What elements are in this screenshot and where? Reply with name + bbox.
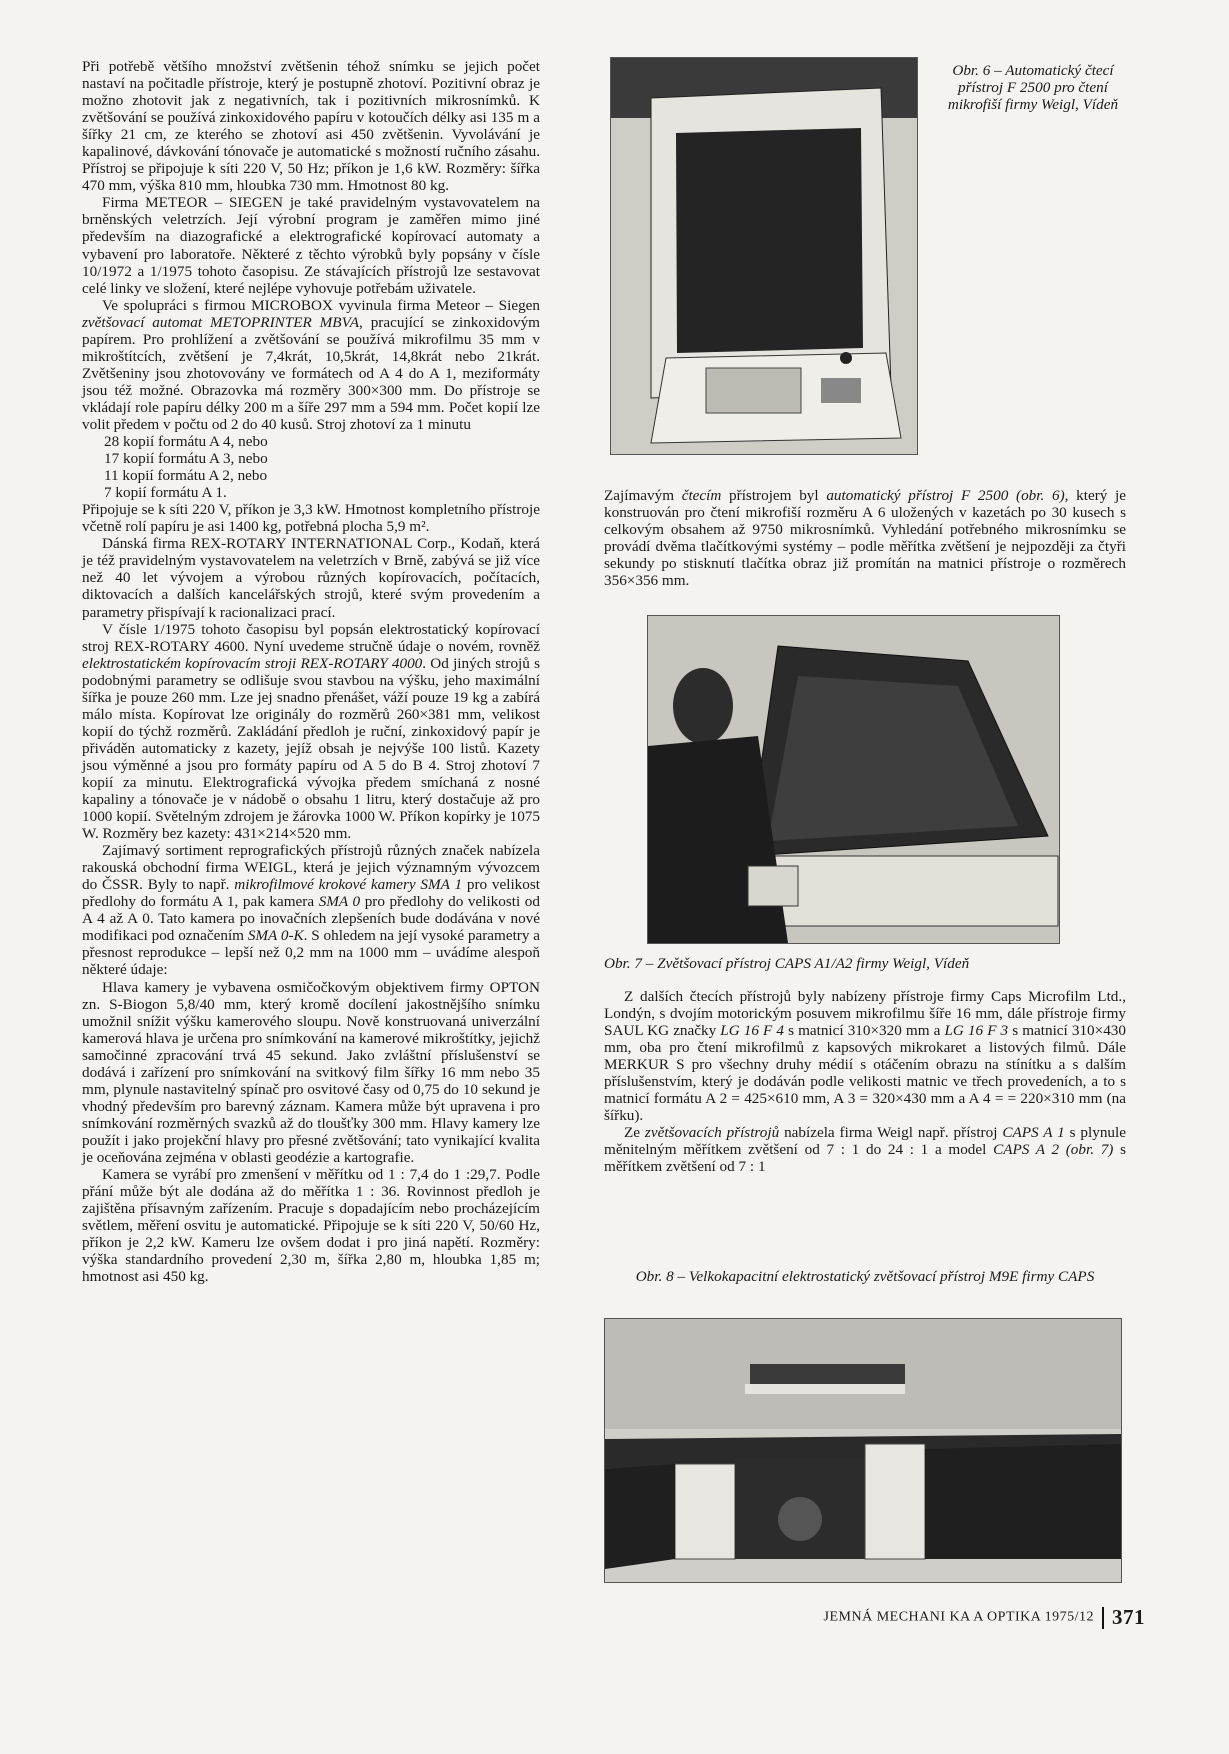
caption-obr8: Obr. 8 – Velkokapacitní elektrostatický zvětšovací přístroj M9E firmy CAPS [635, 1268, 1095, 1285]
right-text-1 [604, 487, 1126, 589]
paragraph: Firma METEOR – SIEGEN je také pravidelným vystavovatelem na brněnských veletrzích. Její výrobní program je zaměřen mimo jiné především na diazografické a elektrografické kopírovací automaty a vybavení pro laboratoře. Některé z těchto výrobků byly popsány v čísle 10/1972 a 1/1975 tohoto časopisu. Ze stávajících přístrojů lze sestavovat celé linky ve složení, které nejlépe vyhovuje potřebám uživatele. [82, 194, 540, 297]
photo-caps-a1-a2 [647, 615, 1060, 944]
footer-divider [1102, 1607, 1104, 1629]
list-item: 17 kopií formátu A 3, nebo [104, 450, 268, 468]
paragraph: Zajímavým čtecím přístrojem byl automatický přístroj F 2500 (obr. 6), který je konstruován pro čtení mikrofiší rozměru A 6 uložených v kazetách po 30 kusech s celkovým obsahem až 9750 mikrosnímků. Vyhledání potřebného mikrosnímku se provádí dvěma tlačítkovými systémy – podle měřítka zvětšení je nejpozději za čtyři sekundy po stisknutí tlačítka obraz již promítán na matnici přístroje o rozměrech 356×356 mm. [604, 487, 1127, 590]
journal-title: JEMNÁ MECHANI KA A OPTIKA 1975/12 [823, 1609, 1094, 1625]
caption-obr7: Obr. 7 – Zvětšovací přístroj CAPS A1/A2 firmy Weigl, Vídeň [604, 955, 970, 972]
photo-caps-m9e [604, 1318, 1122, 1583]
paragraph: Připojuje se k síti 220 V, příkon je 3,3 kW. Hmotnost kompletního přístroje včetně rolí papíru je asi 1400 kg, potřebná plocha 5,9 m². [82, 501, 540, 536]
copies-list [82, 433, 540, 501]
paragraph: Ve spolupráci s firmou MICROBOX vyvinula firma Meteor – Siegen zvětšovací automat METOPRINTER MBVA, pracující se zinkoxidovým papírem. Pro prohlížení a zvětšování se používá mikrofilmu 35 mm v mikroštítcích, zvětšení je 7,4krát, 10,5krát, 14,8krát nebo 21krát. Zvětšeniny jsou zhotovovány ve formátech od A 4 do A 1, meziformáty jsou též možné. Obrazovka má rozměry 300×300 mm. Do přístroje se vkládají role papíru délky 200 m a šíře 297 mm a 594 mm. Počet kopií lze volit předem v počtu od 2 do 40 kusů. Stroj zhotoví za 1 minutu [82, 296, 540, 433]
paragraph: Ze zvětšovacích přístrojů nabízela firma Weigl např. přístroj CAPS A 1 s plynule měnitelným měřítkem zvětšení od 7 : 1 do 24 : 1 a model CAPS A 2 (obr. 7) s měřítkem zvětšení od 7 : 1 [604, 1124, 1126, 1176]
paragraph: Zajímavý sortiment reprografických přístrojů různých značek nabízela rakouská obchodní firma WEIGL, která je jejich významným vývozcem do ČSSR. Byly to např. mikrofilmové krokové kamery SMA 1 pro velikost předlohy do formátu A 1, pak kamera SMA 0 pro předlohy do velikosti od A 4 až A 0. Tato kamera po inovačních zlepšeních bude dodávána v nové modifikaci pod označením SMA 0-K. S ohledem na její vysoké parametry a přesnost reprodukce – lepší než 0,2 mm na 1000 mm – uvádíme alespoň některé údaje: [82, 842, 540, 979]
paragraph: Hlava kamery je vybavena osmičočkovým objektivem firmy OPTON zn. S-Biogon 5,8/40 mm, který kromě docílení jakostnějšího snímku umožnil snížit výšku kamerového sloupu. Nově konstruovaná univerzální kamerová hlava je určena pro snímkování na kamerové mikroštítky, jejichž samočinné zpracování trvá 45 sekund. Jako zvláštní příslušenství se dodává i zařízení pro snímkování na svitkový film šířky 16 mm nebo 35 mm, plynule nastavitelný spínač pro osvitové časy od 0,75 do 10 sekund je vhodný především pro barevný záznam. Kamera může být upravena i pro snímkování rozměrných svazků až do tloušťky 300 mm. Hlavy kamery lze použít i jako projekční hlavy pro přesné zvětšování; tato vynikající kvalita je oceňována zejména v oblasti geodézie a kartografie. [82, 978, 540, 1166]
caption-obr6: Obr. 6 – Automatický čtecí přístroj F 2500 pro čtení mikrofiší firmy Weigl, Vídeň [947, 62, 1119, 113]
right-text-2 [604, 988, 1126, 1176]
list-item: 7 kopií formátu A 1. [104, 484, 227, 502]
paragraph: Při potřebě většího množství zvětšenin téhož snímku se jejich počet nastaví na počitadle přístroje, který je postupně zhotoví. Pozitivní obraz je možno zhotovit jak z negativních, tak i pozitivních mikrosnímků. K zvětšování se používá zinkoxidového papíru v kotoučích délky asi 135 m a šířky 21 cm, ze kterého se zhotoví asi 450 zvětšenin. Vyvolávání je kapalinové, dávkování tónovače je automatické s možností ručního zásahu. Přístroj se připojuje k síti 220 V, 50 Hz; příkon je 1,6 kW. Rozměry: šířka 470 mm, výška 810 mm, hloubka 730 mm. Hmotnost 80 kg. [82, 58, 540, 195]
page-number: 371 [1112, 1605, 1145, 1629]
paragraph: V čísle 1/1975 tohoto časopisu byl popsán elektrostatický kopírovací stroj REX-ROTARY 4600. Nyní uvedeme stručně údaje o novém, rovněž elektrostatickém kopírovacím stroji REX-ROTARY 4000. Od jiných strojů s podobnými parametry se odlišuje svou stavbou na výšku, jeho maximální šířka je pouze 260 mm. Lze jej snadno přenášet, váží pouze 19 kg a zabírá málo místa. Kopírovat lze originály do rozměrů 260×381 mm, velikost kopií do týchž rozměrů. Zakládání předloh je ruční, zinkoxidový papír je přiváděn automaticky z kazety, jejíž obsah je nejvýše 100 listů. Kazety jsou výměnné a jsou pro formáty papíru od A 5 do B 4. Stroj zhotoví 7 kopií za minutu. Elektrografická vývojka předem smíchaná z nosné kapaliny a tónovače je v nádobě o obsahu 1 litru, který dostačuje až pro 1000 kopií. Světelným zdrojem je žárovka 1000 W. Příkon kopírky je 1075 W. Rozměry bez kazety: 431×214×520 mm. [82, 620, 541, 843]
list-item: 11 kopií formátu A 2, nebo [104, 467, 268, 485]
photo-reader-f2500 [610, 57, 918, 455]
paragraph: Z dalších čtecích přístrojů byly nabízeny přístroje firmy Caps Microfilm Ltd., Londýn, s dvojím motorickým posuvem mikrofilmu šíře 16 mm, dále přístroje firmy SAUL KG značky LG 16 F 4 s matnicí 310×320 mm a LG 16 F 3 s matnicí 310×430 mm, oba pro čtení mikrofilmů z kapsových mikrokaret a listových filmů. Dále MERKUR S pro všechny druhy médií s otáčením obrazu na stínítku a s dalším příslušenstvím, který je dodáván podle velikosti matnic ve třech provedeních, a to s matnicí formátu A 2 = 425×610 mm, A 3 = 320×430 mm a A 4 = = 220×310 mm (na šířku). [604, 988, 1126, 1125]
paragraph: Kamera se vyrábí pro zmenšení v měřítku od 1 : 7,4 do 1 :29,7. Podle přání může být ale dodána až do měřítka 1 : 36. Rovinnost předloh je zajištěna přísavným zařízením. Pracuje s dopadajícím nebo procházejícím světlem, měření osvitu je automatické. Připojuje se k síti 220 V, 50/60 Hz, příkon je 2,2 kW. Kameru lze ovšem dodat i pro jiná napětí. Rozměry: výška standardního provedení 2,30 m, šířka 2,80 m, hloubka 1,85 m; hmotnost asi 450 kg. [82, 1166, 540, 1286]
list-item: 28 kopií formátu A 4, nebo [104, 433, 268, 451]
page-footer [824, 1605, 1145, 1630]
left-column [82, 58, 540, 1285]
paragraph: Dánská firma REX-ROTARY INTERNATIONAL Corp., Kodaň, která je též pravidelným vystavovatelem na veletrzích v Brně, zabývá se již více než 40 let vývojem a výrobou různých kopírovacích, počítacích, diktovacích a dalších kancelářských strojů, které svým provedením a parametry přispívají k racionalizaci prací. [82, 535, 540, 621]
